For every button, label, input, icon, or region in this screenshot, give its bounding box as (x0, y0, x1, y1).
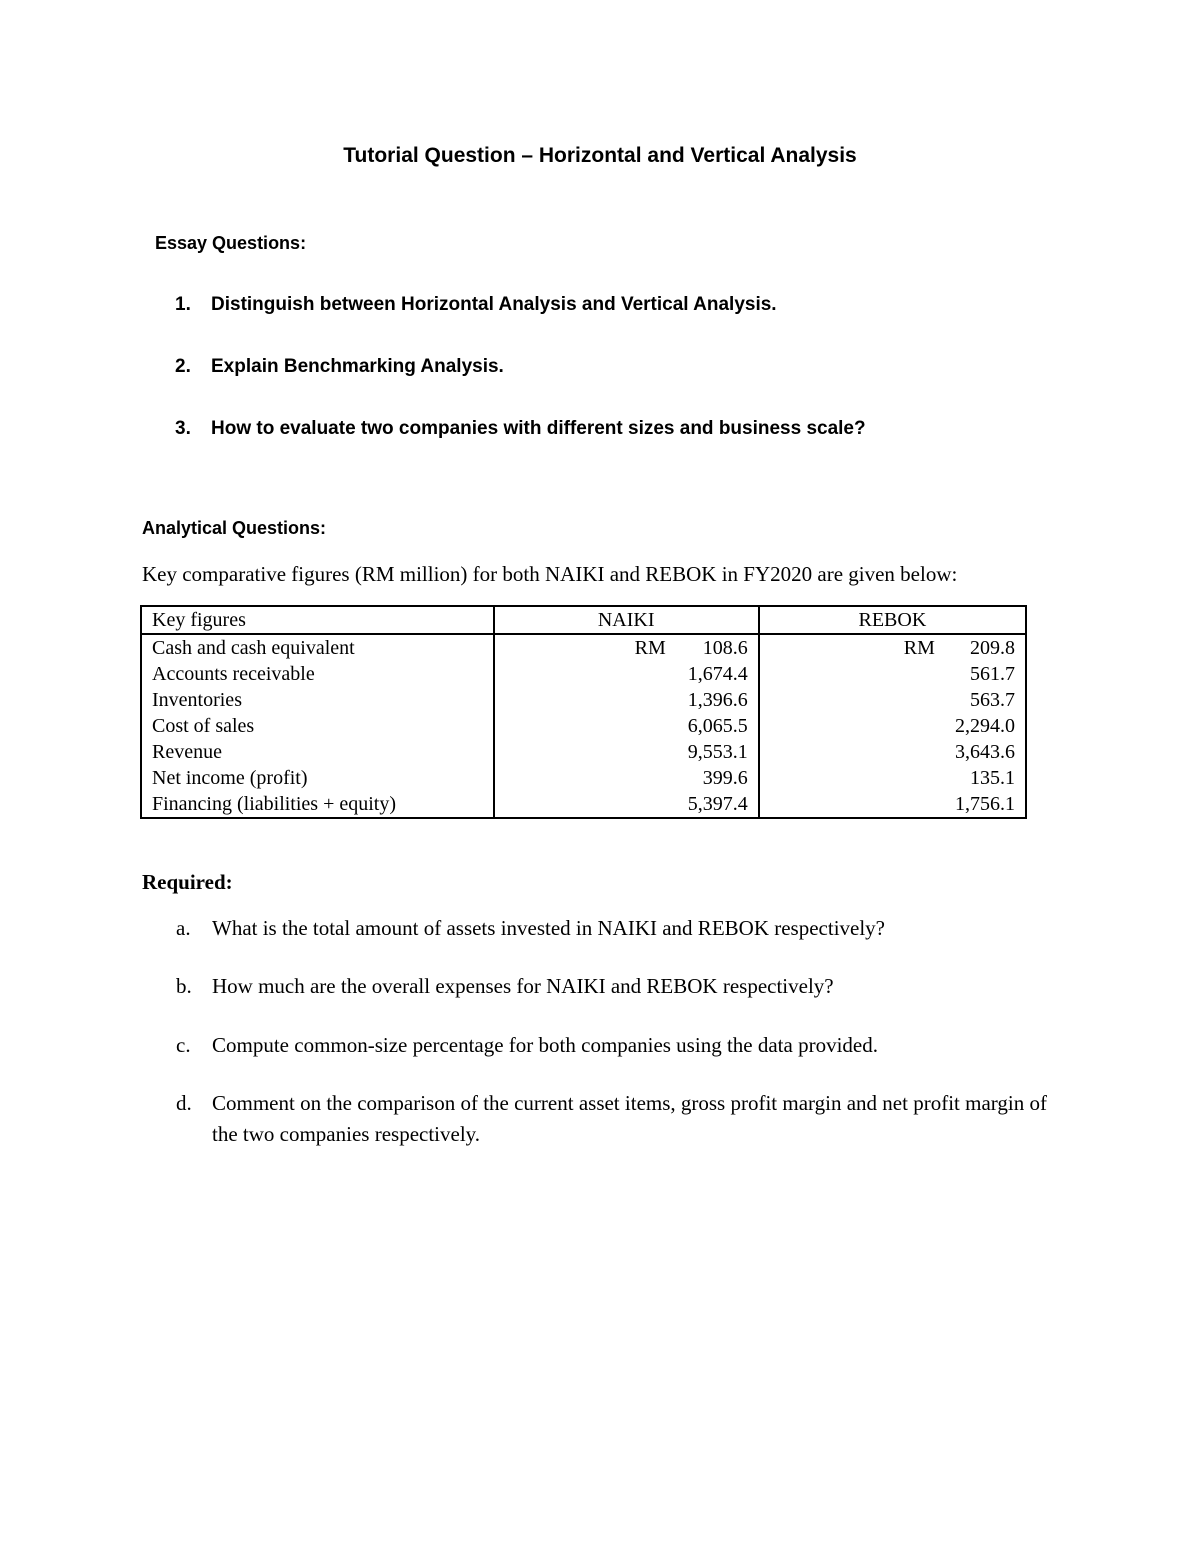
analytical-questions-heading: Analytical Questions: (142, 518, 327, 538)
row-label: Accounts receivable (141, 661, 494, 687)
rebok-value: 563.7 (759, 687, 1026, 713)
essay-questions-heading: Essay Questions: (155, 233, 307, 253)
essay-question-item (175, 418, 866, 440)
essay-question-text: Explain Benchmarking Analysis. (211, 356, 504, 377)
key-figures-table (140, 605, 1027, 819)
rebok-value (759, 634, 1026, 661)
essay-question-text: Distinguish between Horizontal Analysis and Vertical Analysis. (211, 294, 777, 315)
table-row (141, 765, 1026, 791)
table-header-row (141, 606, 1026, 634)
required-item-text: What is the total amount of assets invested in NAIKI and REBOK respectively? (212, 916, 886, 940)
required-item-letter: a. (176, 916, 191, 940)
currency-prefix: RM (903, 637, 935, 659)
rebok-amount: 209.8 (970, 637, 1015, 659)
header-naiki: NAIKI (494, 606, 759, 634)
essay-question-number: 1. (175, 294, 191, 315)
rebok-value: 1,756.1 (759, 791, 1026, 818)
table-row (141, 687, 1026, 713)
essay-question-number: 2. (175, 356, 191, 377)
rebok-value: 561.7 (759, 661, 1026, 687)
table-row (141, 739, 1026, 765)
row-label: Financing (liabilities + equity) (141, 791, 494, 818)
required-item (176, 1030, 1076, 1061)
naiki-value: 1,396.6 (494, 687, 759, 713)
page-title: Tutorial Question – Horizontal and Vertical Analysis (343, 144, 857, 167)
row-label: Cash and cash equivalent (141, 634, 494, 661)
essay-question-item (175, 294, 777, 316)
currency-prefix: RM (634, 637, 666, 659)
required-item (176, 913, 1076, 944)
naiki-value: 5,397.4 (494, 791, 759, 818)
row-label: Net income (profit) (141, 765, 494, 791)
required-item (176, 971, 1076, 1002)
required-item-letter: d. (176, 1091, 192, 1115)
header-rebok: REBOK (759, 606, 1026, 634)
row-label: Inventories (141, 687, 494, 713)
naiki-value: 6,065.5 (494, 713, 759, 739)
naiki-value: 1,674.4 (494, 661, 759, 687)
rebok-value: 135.1 (759, 765, 1026, 791)
required-heading: Required: (142, 870, 233, 894)
header-key-figures: Key figures (141, 606, 494, 634)
analytical-intro: Key comparative figures (RM million) for both NAIKI and REBOK in FY2020 are given below: (142, 562, 958, 586)
rebok-value: 3,643.6 (759, 739, 1026, 765)
essay-question-item (175, 356, 504, 378)
naiki-value: 399.6 (494, 765, 759, 791)
naiki-value (494, 634, 759, 661)
row-label: Revenue (141, 739, 494, 765)
essay-question-text: How to evaluate two companies with different sizes and business scale? (211, 418, 866, 439)
table-row (141, 713, 1026, 739)
row-label: Cost of sales (141, 713, 494, 739)
table-row (141, 791, 1026, 818)
naiki-amount: 108.6 (702, 637, 748, 659)
rebok-value: 2,294.0 (759, 713, 1026, 739)
naiki-value: 9,553.1 (494, 739, 759, 765)
required-item-letter: b. (176, 974, 192, 998)
required-item (176, 1088, 1076, 1150)
required-item-text: How much are the overall expenses for NAIKI and REBOK respectively? (212, 974, 834, 998)
required-item-text: Compute common-size percentage for both companies using the data provided. (212, 1033, 878, 1057)
required-item-text: Comment on the comparison of the current asset items, gross profit margin and net profit margin of the two companies respectively. (212, 1091, 1047, 1146)
essay-question-number: 3. (175, 418, 191, 439)
required-item-letter: c. (176, 1033, 191, 1057)
table-row (141, 661, 1026, 687)
table-row (141, 634, 1026, 661)
